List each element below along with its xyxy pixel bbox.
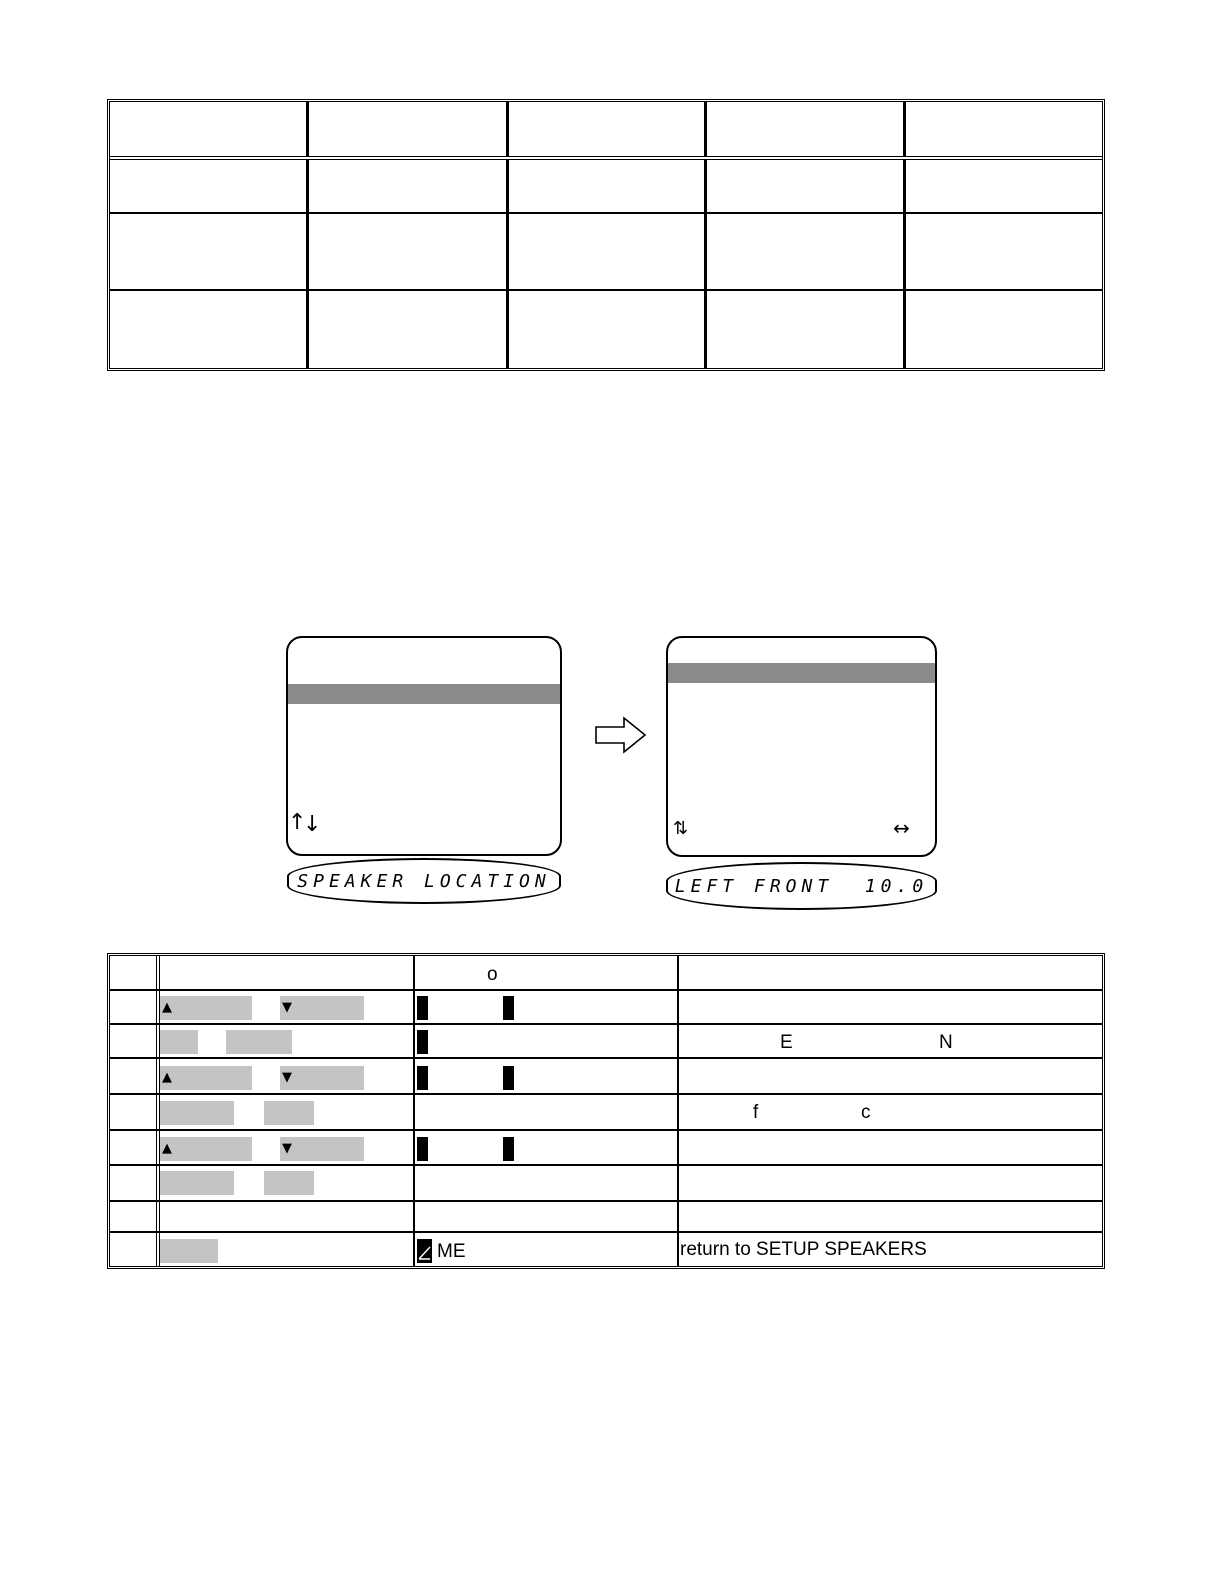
key-button [226, 1030, 292, 1054]
table-row-divider [110, 1129, 1102, 1131]
table-row-divider [110, 1093, 1102, 1095]
top-table-col-divider [506, 102, 509, 368]
table-row-divider [110, 1023, 1102, 1025]
table-col-divider [413, 956, 415, 1266]
up-arrow-icon: ↑ [288, 810, 307, 835]
transition-arrow-icon [594, 716, 648, 754]
display-text-me: ME [437, 1241, 466, 1262]
top-table [107, 99, 1105, 371]
display-block [417, 1239, 432, 1263]
top-table-header-divider [110, 156, 1102, 160]
description-n: N [939, 1032, 953, 1053]
down-key: ▼ [280, 1066, 364, 1090]
display-block [417, 996, 428, 1020]
top-table-col-divider [306, 102, 309, 368]
down-arrow-icon: ↓ [303, 812, 322, 837]
up-key: ▲ [160, 1137, 252, 1161]
up-key: ▲ [160, 996, 252, 1020]
table-row-divider [110, 1164, 1102, 1166]
description-return: return to SETUP SPEAKERS [680, 1239, 927, 1260]
lcd-text: LEFT FRONT 10.0 [674, 875, 929, 897]
key-button [160, 1171, 234, 1195]
table-col-divider [677, 956, 679, 1266]
table-row-divider [110, 989, 1102, 991]
table-row-divider [110, 1057, 1102, 1059]
display-block [417, 1030, 428, 1054]
lcd-text: SPEAKER LOCATION [297, 870, 551, 892]
left-right-arrows-icon: ↔ [893, 816, 912, 840]
down-key: ▼ [280, 1137, 364, 1161]
display-block [417, 1137, 428, 1161]
key-button [264, 1101, 314, 1125]
description-e: E [780, 1032, 793, 1053]
table-row-divider [110, 1231, 1102, 1233]
top-table-col-divider [903, 102, 906, 368]
display-block [503, 1066, 514, 1090]
description-f: f [753, 1102, 759, 1123]
up-down-arrows-icon: ⇅ [673, 818, 689, 839]
osd-screen-left [286, 636, 562, 856]
key-button [160, 1239, 218, 1263]
display-block [503, 996, 514, 1020]
top-table-col-divider [704, 102, 707, 368]
lcd-display-right [666, 862, 937, 910]
instruction-table [107, 953, 1105, 1269]
angle-icon [417, 1239, 432, 1263]
header-col2-label: o [487, 964, 498, 985]
key-button [264, 1171, 314, 1195]
highlight-bar [668, 663, 935, 683]
display-block [417, 1066, 428, 1090]
down-key: ▼ [280, 996, 364, 1020]
osd-screen-right [666, 636, 937, 857]
table-row-divider [110, 1200, 1102, 1202]
lcd-display-left [287, 858, 561, 904]
key-button [160, 1101, 234, 1125]
display-block [503, 1137, 514, 1161]
up-key: ▲ [160, 1066, 252, 1090]
top-table-row-divider [110, 212, 1102, 214]
description-c: c [861, 1102, 871, 1123]
highlight-bar [288, 684, 560, 704]
top-table-row-divider [110, 289, 1102, 291]
key-button [160, 1030, 198, 1054]
